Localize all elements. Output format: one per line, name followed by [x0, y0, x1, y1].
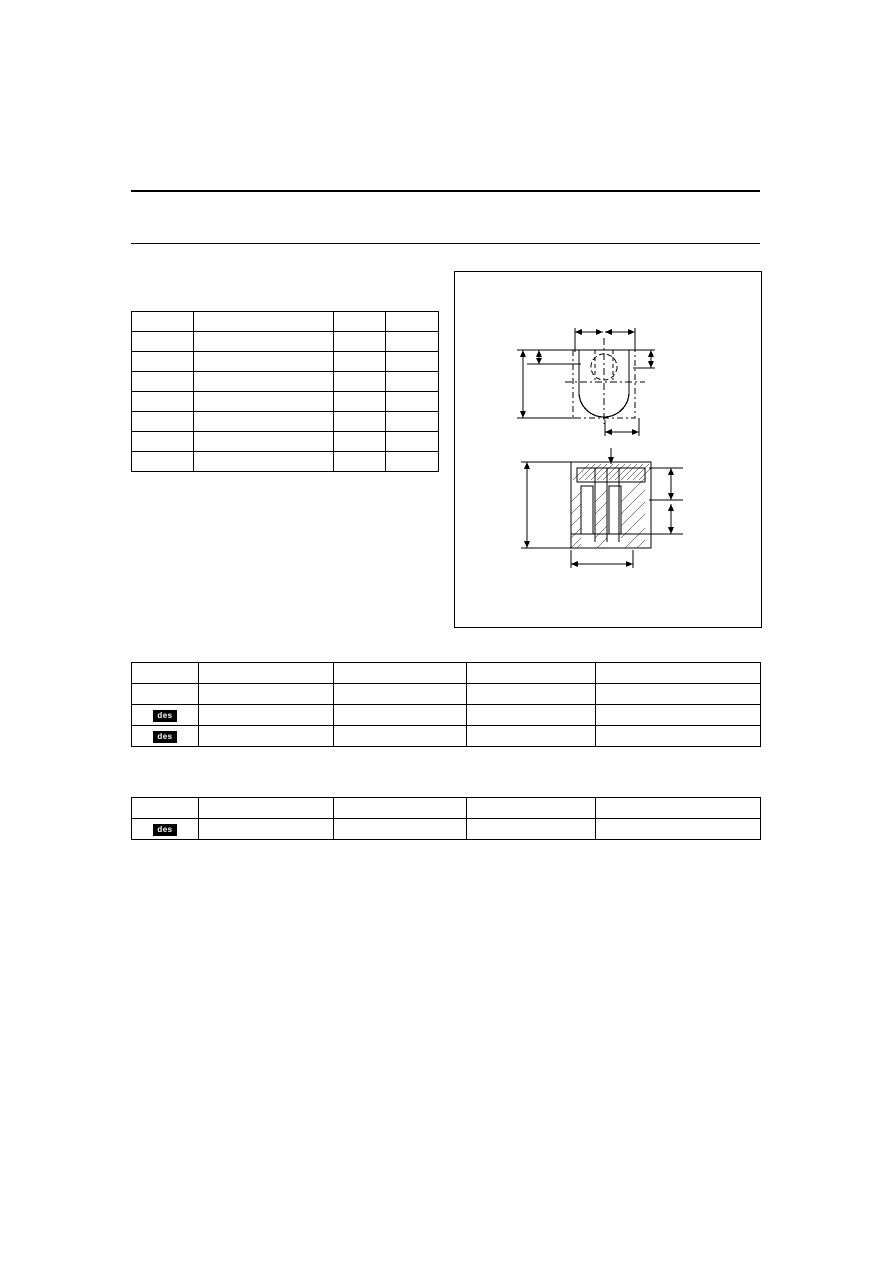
dim-cell	[334, 392, 386, 412]
dim-cell	[386, 312, 439, 332]
dim-cell	[194, 372, 334, 392]
order-cell	[596, 705, 761, 726]
des-badge: des	[153, 710, 176, 722]
dim-cell	[132, 452, 194, 472]
dim-cell	[194, 332, 334, 352]
des-badge: des	[153, 824, 176, 836]
order-cell	[596, 663, 761, 684]
dim-cell	[386, 392, 439, 412]
dim-cell	[386, 432, 439, 452]
dim-cell	[132, 412, 194, 432]
order-cell	[596, 684, 761, 705]
order-badge-cell	[132, 705, 199, 726]
order-cell	[467, 684, 596, 705]
package-outline-drawing	[454, 271, 762, 628]
order-cell	[467, 663, 596, 684]
dim-cell	[334, 432, 386, 452]
table-row	[132, 452, 439, 472]
dimension-table	[131, 311, 439, 472]
dim-cell	[132, 312, 194, 332]
dim-cell	[194, 352, 334, 372]
order-badge-cell	[132, 684, 199, 705]
order-cell	[334, 726, 467, 747]
table-row	[132, 352, 439, 372]
dim-cell	[334, 412, 386, 432]
order-cell	[467, 726, 596, 747]
table-row	[132, 705, 761, 726]
dim-cell	[386, 452, 439, 472]
table-row	[132, 372, 439, 392]
table-row	[132, 726, 761, 747]
order2-badge-cell	[132, 819, 199, 840]
order2-cell	[132, 798, 199, 819]
table-row	[132, 332, 439, 352]
header-rule-middle	[131, 243, 760, 244]
dim-cell	[132, 392, 194, 412]
dim-cell	[334, 332, 386, 352]
dim-cell	[386, 412, 439, 432]
table-row	[132, 663, 761, 684]
header-rule-top	[131, 190, 760, 192]
table-row	[132, 798, 761, 819]
order-cell	[596, 726, 761, 747]
order-cell	[334, 705, 467, 726]
order-badge-cell	[132, 726, 199, 747]
dim-cell	[334, 312, 386, 332]
order-cell	[199, 684, 334, 705]
dim-cell	[386, 372, 439, 392]
dim-cell	[132, 332, 194, 352]
outline-drawing-svg	[455, 272, 761, 627]
dim-cell	[132, 432, 194, 452]
order-cell	[132, 663, 199, 684]
dim-cell	[386, 332, 439, 352]
table-row	[132, 412, 439, 432]
order-cell	[199, 663, 334, 684]
table-row	[132, 312, 439, 332]
order-cell	[334, 684, 467, 705]
dim-cell	[194, 312, 334, 332]
order2-cell	[334, 798, 467, 819]
order-cell	[199, 705, 334, 726]
order-cell	[334, 663, 467, 684]
order2-cell	[199, 819, 334, 840]
ordering-information-table-2	[131, 797, 761, 840]
dim-cell	[386, 352, 439, 372]
table-row	[132, 432, 439, 452]
order2-cell	[596, 819, 761, 840]
order2-cell	[596, 798, 761, 819]
dim-cell	[194, 432, 334, 452]
dim-cell	[194, 452, 334, 472]
order2-cell	[334, 819, 467, 840]
dim-cell	[334, 372, 386, 392]
order-cell	[199, 726, 334, 747]
order2-cell	[199, 798, 334, 819]
table-row	[132, 684, 761, 705]
des-badge: des	[153, 731, 176, 743]
dim-cell	[132, 372, 194, 392]
order-cell	[467, 705, 596, 726]
ordering-information-table	[131, 662, 761, 747]
order2-cell	[467, 798, 596, 819]
dim-cell	[334, 352, 386, 372]
dim-cell	[132, 352, 194, 372]
table-row	[132, 819, 761, 840]
table-row	[132, 392, 439, 412]
dim-cell	[194, 392, 334, 412]
order2-cell	[467, 819, 596, 840]
dim-cell	[194, 412, 334, 432]
dim-cell	[334, 452, 386, 472]
